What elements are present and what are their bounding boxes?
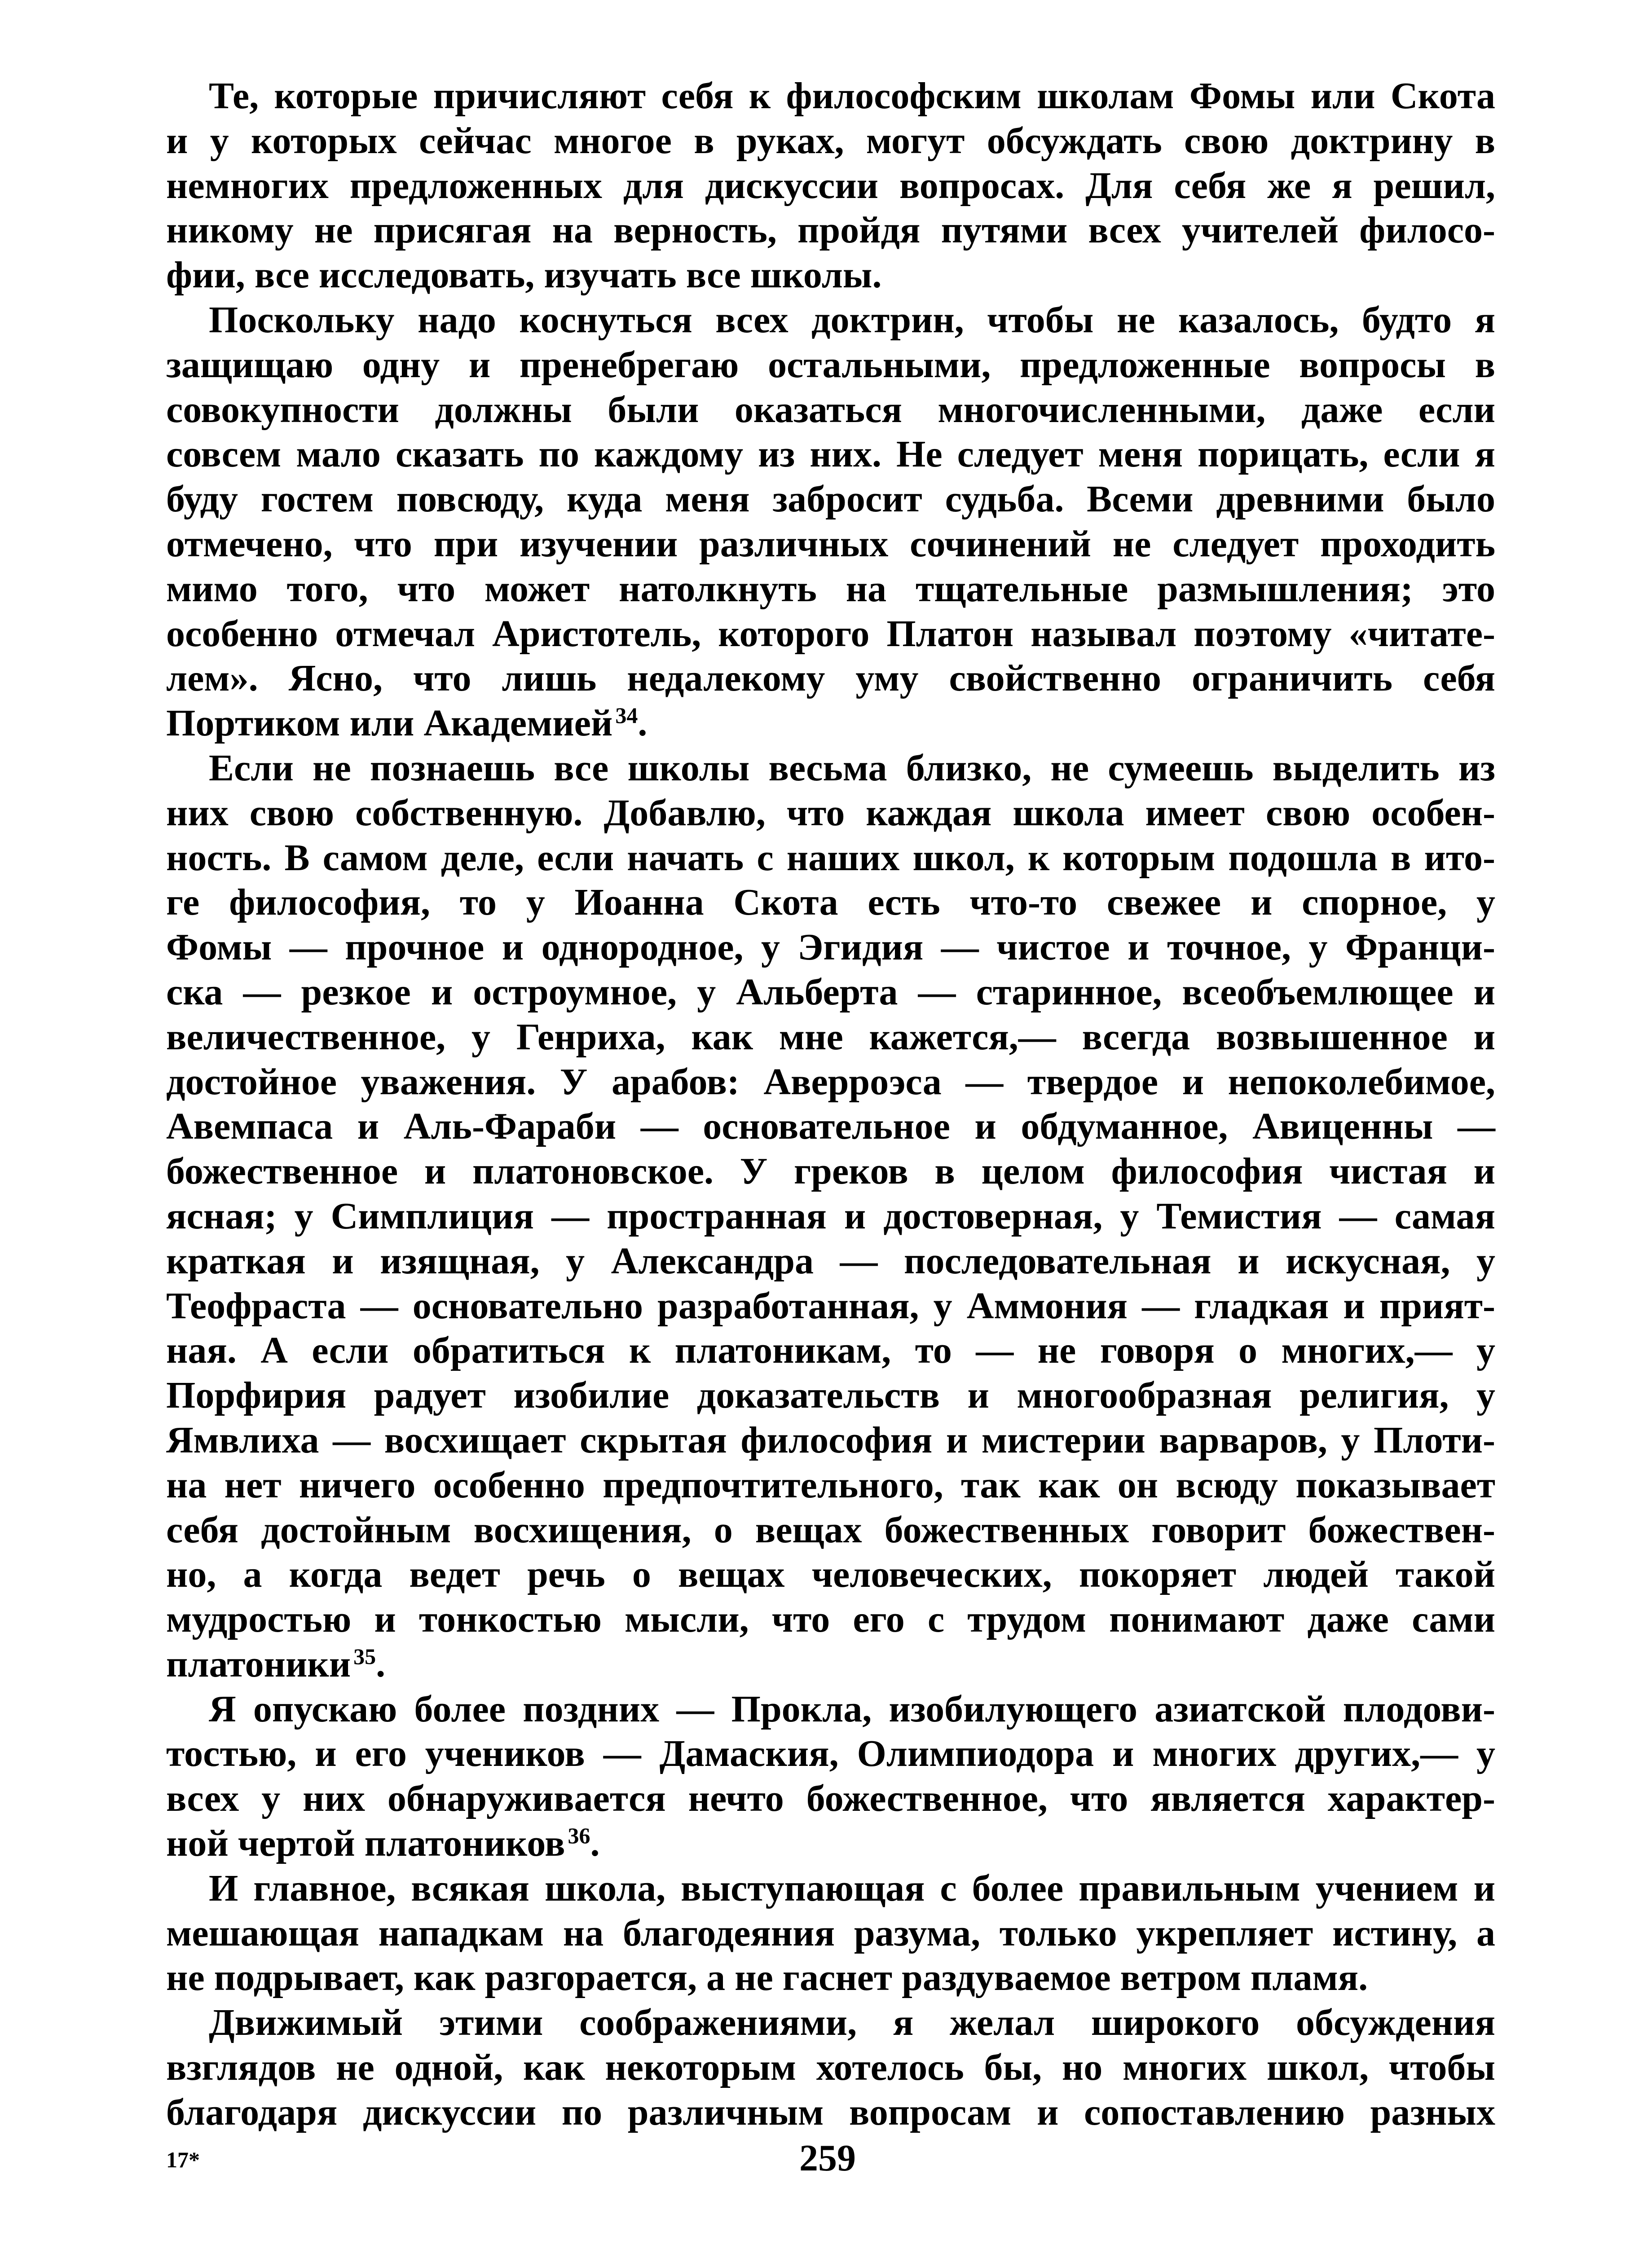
footnote-reference: 36 [568,1823,590,1849]
footnote-reference: 34 [615,703,638,728]
text-line [166,119,1495,163]
text-line [166,1776,1495,1821]
line-text: ясная; у Симплиция — пространная и достоверная, у Темистия — самая [166,1195,1495,1237]
text-line [166,1418,1495,1463]
line-text: совсем мало сказать по каждому из них. Не следует меня порицать, если я [166,433,1495,475]
text-line [166,2000,1495,2045]
text-line [166,836,1495,880]
body-text [166,74,1495,2135]
text-line [166,612,1495,656]
text-line [166,1955,1495,2000]
line-text: достойное уважения. У арабов: Аверроэса — твердое и непоколебимое, [166,1061,1495,1103]
line-text: Поскольку надо коснуться всех доктрин, чтобы не казалось, будто я [209,299,1495,341]
text-line [166,2045,1495,2090]
text-line [166,880,1495,925]
line-text: мимо того, что может натолкнуть на тщательные размышления; это [166,568,1495,610]
line-text: но, а когда ведет речь о вещах человеческих, покоряет людей такой [166,1554,1495,1596]
text-line [166,1552,1495,1597]
line-text: совокупности должны были оказаться многочисленными, даже если [166,388,1495,431]
line-text: Авемпаса и Аль-Фараби — основательное и обдуманное, Авиценны — [166,1105,1495,1148]
text-line [166,656,1495,701]
text-line [166,1642,1495,1687]
line-text: ной чертой платоников [166,1822,565,1865]
text-line [166,1015,1495,1060]
line-text: Теофраста — основательно разработанная, у Аммония — гладкая и прият- [166,1285,1495,1327]
text-line [166,208,1495,253]
line-text: Портиком или Академией [166,702,613,744]
line-text: Если не познаешь все школы весьма близко, не сумеешь выделить из [209,747,1495,789]
line-text: ная. А если обратиться к платоникам, то — не говоря о многих,— у [166,1329,1495,1372]
line-ending: . [590,1822,600,1865]
text-line [166,298,1495,343]
text-line [166,1463,1495,1508]
text-line [166,1149,1495,1194]
footnote-reference: 35 [353,1643,376,1669]
line-text: мудростью и тонкостью мысли, что его с трудом понимают даже сами [166,1598,1495,1641]
text-line [166,1821,1495,1866]
page-number: 259 [799,2137,856,2179]
text-line [166,1911,1495,1956]
text-line [166,567,1495,612]
text-line [166,477,1495,522]
line-text: Ямвлиха — восхищает скрытая философия и мистерии варваров, у Плоти- [166,1419,1495,1461]
text-line [166,74,1495,119]
text-line [166,1328,1495,1373]
text-line [166,701,1495,746]
text-line [166,163,1495,208]
text-line [166,970,1495,1015]
printer-signature: 17* [166,2147,200,2172]
line-text: буду гостем повсюду, куда меня забросит судьба. Всеми древними было [166,478,1495,520]
text-line [166,343,1495,387]
line-ending: . [638,702,648,744]
line-text: божественное и платоновское. У греков в целом философия чистая и [166,1150,1495,1193]
text-line [166,1597,1495,1642]
line-text: мешающая нападкам на благодеяния разума, только укрепляет истину, а [166,1912,1495,1954]
line-text: величественное, у Генриха, как мне кажется,— всегда возвышенное и [166,1016,1495,1058]
text-line [166,1373,1495,1418]
line-text: никому не присягая на верность, пройдя путями всех учителей филосо- [166,209,1495,251]
line-text: особенно отмечал Аристотель, которого Платон называл поэтому «читате- [166,612,1495,655]
line-ending: . [376,1643,386,1685]
text-line [166,1687,1495,1732]
line-text: И главное, всякая школа, выступающая с более правильным учением и [209,1867,1495,1909]
text-line [166,432,1495,477]
line-text: Я опускаю более поздних — Прокла, изобилующего азиатской плодови- [209,1688,1495,1730]
text-line [166,1194,1495,1239]
text-line [166,387,1495,432]
text-line [166,1104,1495,1149]
line-text: себя достойным восхищения, о вещах божественных говорит божествен- [166,1509,1495,1551]
line-text: фии, все исследовать, изучать все школы. [166,254,882,296]
line-text: Фомы — прочное и однородное, у Эгидия — чистое и точное, у Франци- [166,926,1495,968]
line-text: тостью, и его учеников — Дамаския, Олимпиодора и многих других,— у [166,1733,1495,1775]
line-text: защищаю одну и пренебрегаю остальными, предложенные вопросы в [166,343,1495,386]
text-line [166,1731,1495,1776]
text-line [166,1508,1495,1553]
text-line [166,925,1495,970]
text-line [166,791,1495,836]
text-line [166,253,1495,298]
line-text: и у которых сейчас многое в руках, могут обсуждать свою доктрину в [166,119,1495,162]
text-line [166,746,1495,791]
line-text: Движимый этими соображениями, я желал широкого обсуждения [209,2002,1495,2044]
line-text: взглядов не одной, как некоторым хотелось бы, но многих школ, чтобы [166,2047,1495,2089]
text-line [166,2090,1495,2135]
line-text: благодаря дискуссии по различным вопросам и сопоставлению разных [166,2091,1495,2133]
line-text: не подрывает, как разгорается, а не гаснет раздуваемое ветром пламя. [166,1957,1368,1999]
line-text: отмечено, что при изучении различных сочинений не следует проходить [166,523,1495,565]
line-text: них свою собственную. Добавлю, что каждая школа имеет свою особен- [166,792,1495,834]
line-text: ге философия, то у Иоанна Скота есть что-то свежее и спорное, у [166,881,1495,924]
text-line [166,1866,1495,1911]
line-text: всех у них обнаруживается нечто божественное, что является характер- [166,1778,1495,1820]
text-line [166,522,1495,567]
line-text: на нет ничего особенно предпочтительного, так как он всюду показывает [166,1464,1495,1506]
line-text: платоники [166,1643,351,1685]
line-text: немногих предложенных для дискуссии вопросах. Для себя же я решил, [166,164,1495,207]
line-text: краткая и изящная, у Александра — последовательная и искусная, у [166,1240,1495,1282]
text-line [166,1239,1495,1284]
line-text: Порфирия радует изобилие доказательств и многообразная религия, у [166,1374,1495,1417]
line-text: лем». Ясно, что лишь недалекому уму свойственно ограничить себя [166,657,1495,700]
line-text: ска — резкое и остроумное, у Альберта — старинное, всеобъемлющее и [166,971,1495,1013]
text-line [166,1284,1495,1329]
text-line [166,1060,1495,1105]
line-text: Те, которые причисляют себя к философским школам Фомы или Скота [209,75,1495,117]
line-text: ность. В самом деле, если начать с наших школ, к которым подошла в ито- [166,836,1495,879]
